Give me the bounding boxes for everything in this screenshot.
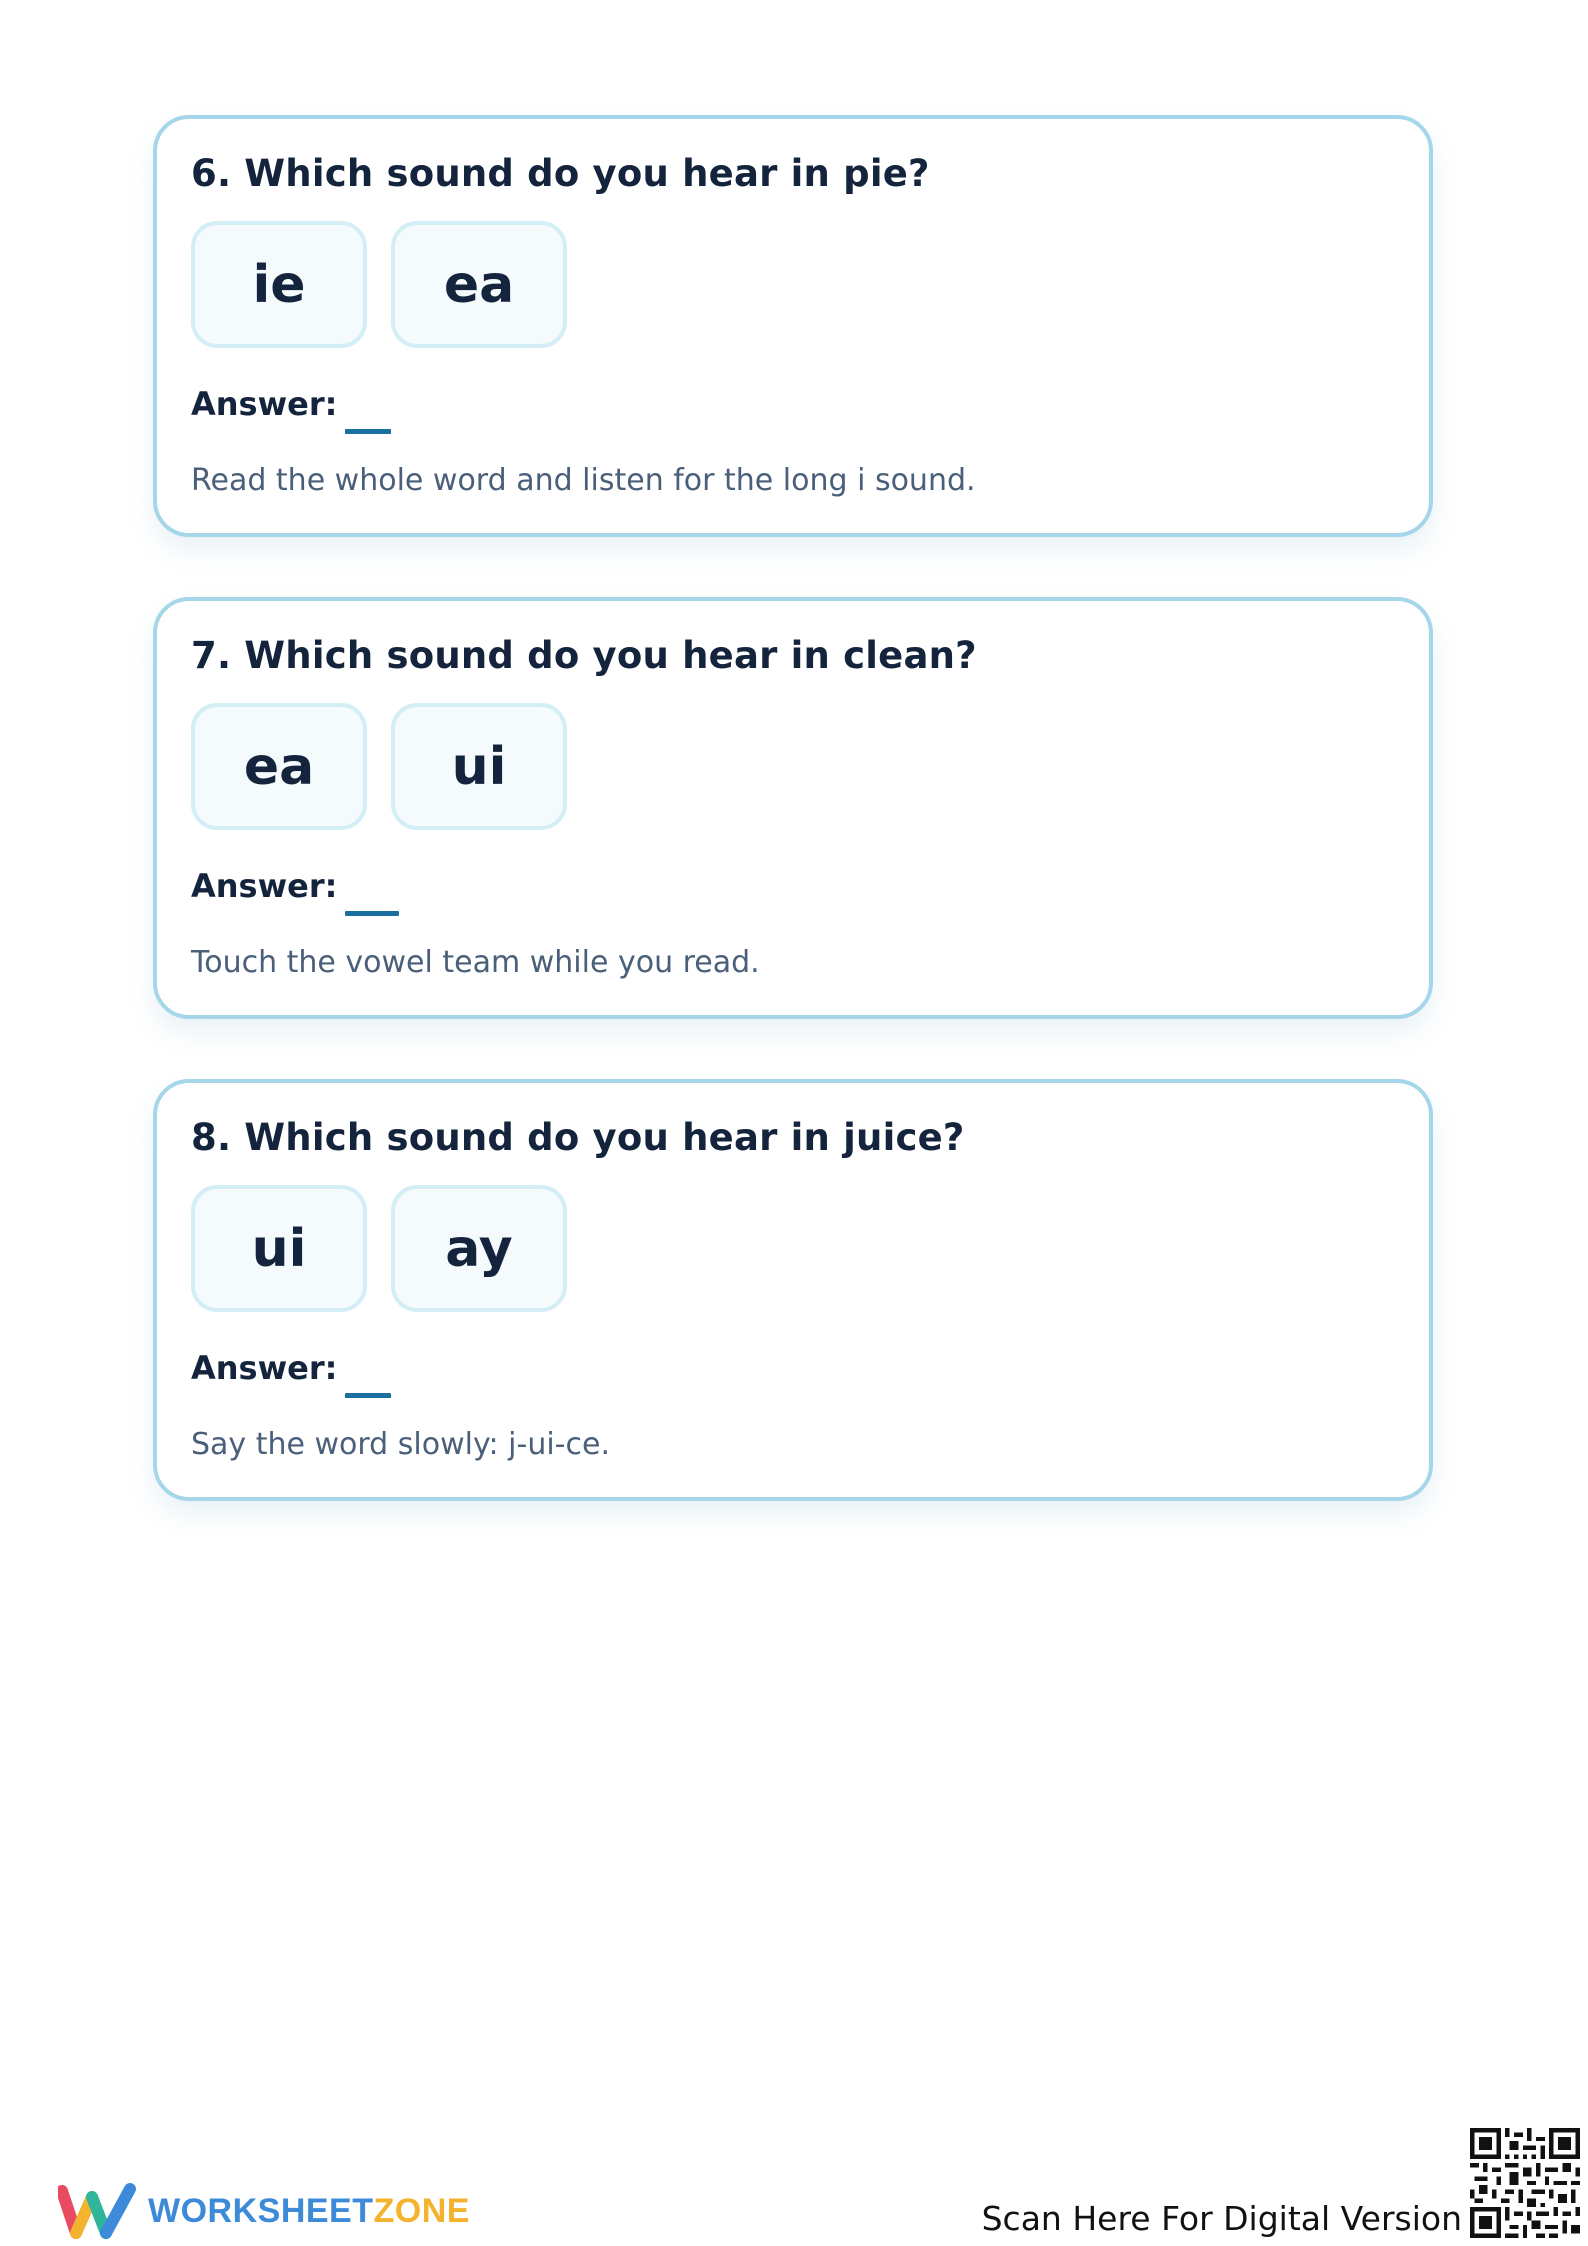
worksheetzone-logo-icon xyxy=(58,2183,136,2239)
option-ui[interactable]: ui xyxy=(391,703,567,830)
answer-label: Answer: xyxy=(191,867,338,905)
scan-caption: Scan Here For Digital Version xyxy=(981,2199,1462,2238)
question-list xyxy=(153,115,1433,1561)
question-card-7 xyxy=(153,597,1433,1019)
answer-row xyxy=(191,1348,1395,1408)
question-hint: Read the whole word and listen for the long i sound. xyxy=(191,463,976,498)
option-ea[interactable]: ea xyxy=(191,703,367,830)
answer-options xyxy=(191,703,1395,830)
answer-row xyxy=(191,866,1395,926)
option-ay[interactable]: ay xyxy=(391,1185,567,1312)
answer-blank[interactable] xyxy=(345,429,391,434)
qr-code-icon[interactable] xyxy=(1470,2128,1580,2238)
question-card-6 xyxy=(153,115,1433,537)
brand-name-part1: WORKSHEET xyxy=(148,2191,374,2230)
answer-row xyxy=(191,384,1395,444)
brand-name-part2: ZONE xyxy=(373,2191,470,2230)
answer-label: Answer: xyxy=(191,385,338,423)
question-title: 8. Which sound do you hear in juice? xyxy=(191,1116,965,1159)
brand-name xyxy=(148,2192,470,2231)
answer-blank[interactable] xyxy=(345,911,399,916)
answer-options xyxy=(191,221,1395,348)
option-ea[interactable]: ea xyxy=(391,221,567,348)
question-title: 6. Which sound do you hear in pie? xyxy=(191,152,930,195)
option-ie[interactable]: ie xyxy=(191,221,367,348)
option-ui[interactable]: ui xyxy=(191,1185,367,1312)
question-hint: Touch the vowel team while you read. xyxy=(191,945,760,980)
answer-options xyxy=(191,1185,1395,1312)
question-card-8 xyxy=(153,1079,1433,1501)
brand-logo[interactable] xyxy=(58,2183,470,2239)
question-hint: Say the word slowly: j-ui-ce. xyxy=(191,1427,610,1462)
answer-label: Answer: xyxy=(191,1349,338,1387)
answer-blank[interactable] xyxy=(345,1393,391,1398)
question-title: 7. Which sound do you hear in clean? xyxy=(191,634,977,677)
